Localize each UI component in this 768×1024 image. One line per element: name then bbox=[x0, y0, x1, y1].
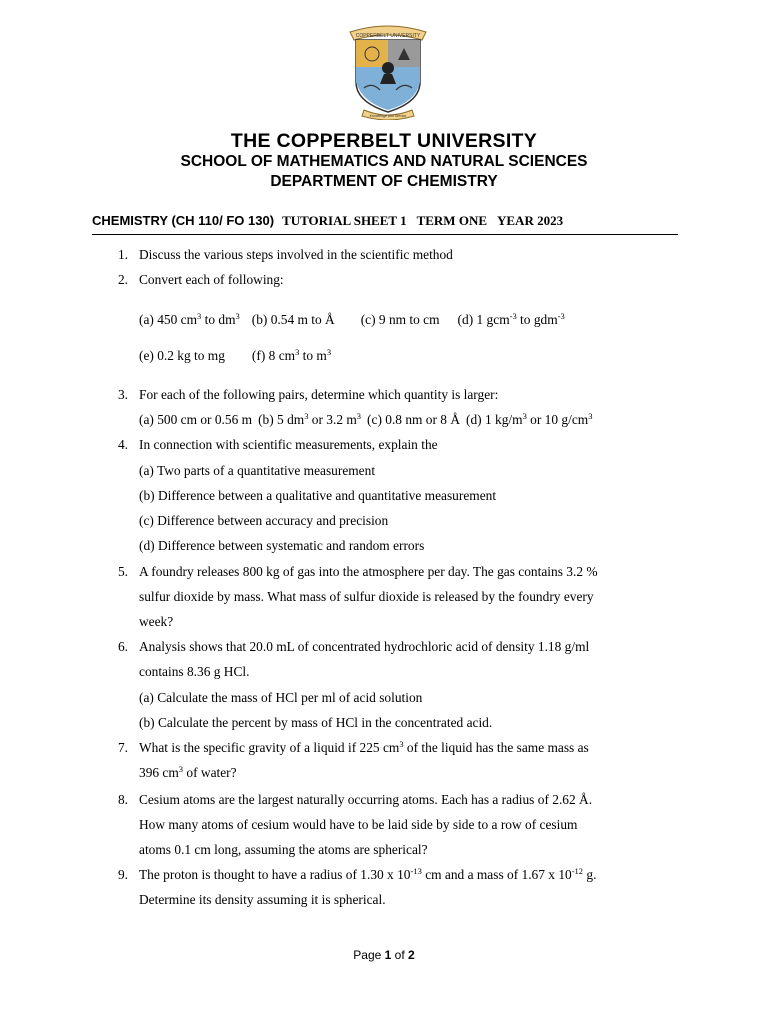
question-5-line-3: week? bbox=[139, 614, 174, 629]
university-crest-logo bbox=[342, 24, 434, 120]
school-name: SCHOOL OF MATHEMATICS AND NATURAL SCIENCES bbox=[180, 153, 588, 170]
department-name: DEPARTMENT OF CHEMISTRY bbox=[270, 173, 498, 190]
question-8-line-3: atoms 0.1 cm long, assuming the atoms are spherical? bbox=[139, 842, 428, 857]
question-8-line-1: Cesium atoms are the largest naturally occurring atoms. Each has a radius of 2.62 Å. bbox=[139, 792, 593, 807]
course-code: CHEMISTRY (CH 110/ FO 130) bbox=[92, 213, 275, 228]
question-number: 4. bbox=[117, 437, 128, 452]
question-number: 5. bbox=[117, 564, 128, 579]
question-8-line-2: How many atoms of cesium would have to be laid side by side to a row of cesium bbox=[139, 817, 578, 832]
svg-text:Knowledge and Service: Knowledge and Service bbox=[369, 114, 407, 118]
question-4-text: In connection with scientific measurements, explain the bbox=[139, 437, 438, 452]
question-6-part-a: (a) Calculate the mass of HCl per ml of acid solution bbox=[139, 690, 423, 705]
question-6-line-1: Analysis shows that 20.0 mL of concentrated hydrochloric acid of density 1.18 g/ml bbox=[139, 639, 590, 654]
question-4-part-a: (a) Two parts of a quantitative measurement bbox=[139, 463, 376, 478]
question-1-text: Discuss the various steps involved in the scientific method bbox=[139, 247, 453, 262]
question-4-part-b: (b) Difference between a qualitative and quantitative measurement bbox=[139, 488, 497, 503]
question-number: 7. bbox=[117, 740, 128, 755]
question-number: 8. bbox=[117, 792, 128, 807]
question-2-parts-row-2: (e) 0.2 kg to mg (f) 8 $cm^3$ to $m^3$ bbox=[139, 347, 332, 363]
question-3-parts: (a) 500 cm or 0.56 m (b) 5 $dm^3$ or 3.2 $m^3$ (c) 0.8 nm or 8 Å (d) 1 $kg/m^3$ or 10 $g/cm^3$ bbox=[139, 411, 593, 427]
question-4-part-c: (c) Difference between accuracy and precision bbox=[139, 513, 389, 528]
page-of: of bbox=[394, 948, 405, 962]
svg-text:COPPERBELT UNIVERSITY: COPPERBELT UNIVERSITY bbox=[355, 33, 421, 39]
question-6-line-2: contains 8.36 g HCl. bbox=[139, 664, 250, 679]
question-number: 9. bbox=[117, 867, 128, 882]
course-line bbox=[92, 213, 563, 229]
question-3-text: For each of the following pairs, determine which quantity is larger: bbox=[139, 387, 499, 402]
question-9-line-1: The proton is thought to have a radius of 1.30 x $10^{-13}$ cm and a mass of 1.67 x $10^{-12}$ g. bbox=[139, 866, 597, 882]
university-name: THE COPPERBELT UNIVERSITY bbox=[230, 130, 538, 152]
question-number: 3. bbox=[117, 387, 128, 402]
question-4-part-d: (d) Difference between systematic and random errors bbox=[139, 538, 425, 553]
question-6-part-b: (b) Calculate the percent by mass of HCl in the concentrated acid. bbox=[139, 715, 493, 730]
sheet-title: TUTORIAL SHEET 1 bbox=[282, 213, 407, 228]
term-label: TERM ONE bbox=[416, 213, 487, 228]
page-footer bbox=[0, 948, 768, 962]
question-number: 1. bbox=[117, 247, 128, 262]
question-number: 6. bbox=[117, 639, 128, 654]
question-number: 2. bbox=[117, 272, 128, 287]
question-9-line-2: Determine its density assuming it is spherical. bbox=[139, 892, 386, 907]
question-5-line-1: A foundry releases 800 kg of gas into the atmosphere per day. The gas contains 3.2 % bbox=[139, 564, 598, 579]
page-current: 1 bbox=[384, 948, 392, 962]
question-7-line-2: 396 $cm^3$ of water? bbox=[139, 764, 237, 780]
question-5-line-2: sulfur dioxide by mass. What mass of sulfur dioxide is released by the foundry every bbox=[139, 589, 594, 604]
page-label: Page bbox=[353, 948, 382, 962]
header-divider bbox=[92, 234, 678, 235]
page-total: 2 bbox=[408, 948, 415, 962]
question-2-parts-row-1: (a) 450 $cm^3$ to $dm^3$ (b) 0.54 m to Å (c) 9 nm to cm (d) 1 gcm$^{-3}$ to gdm$^{-3}$ bbox=[139, 311, 565, 327]
year-label: YEAR 2023 bbox=[497, 213, 564, 228]
question-2-text: Convert each of following: bbox=[139, 272, 284, 287]
question-7-line-1: What is the specific gravity of a liquid if 225 $cm^3$ of the liquid has the same mass as bbox=[139, 739, 589, 755]
